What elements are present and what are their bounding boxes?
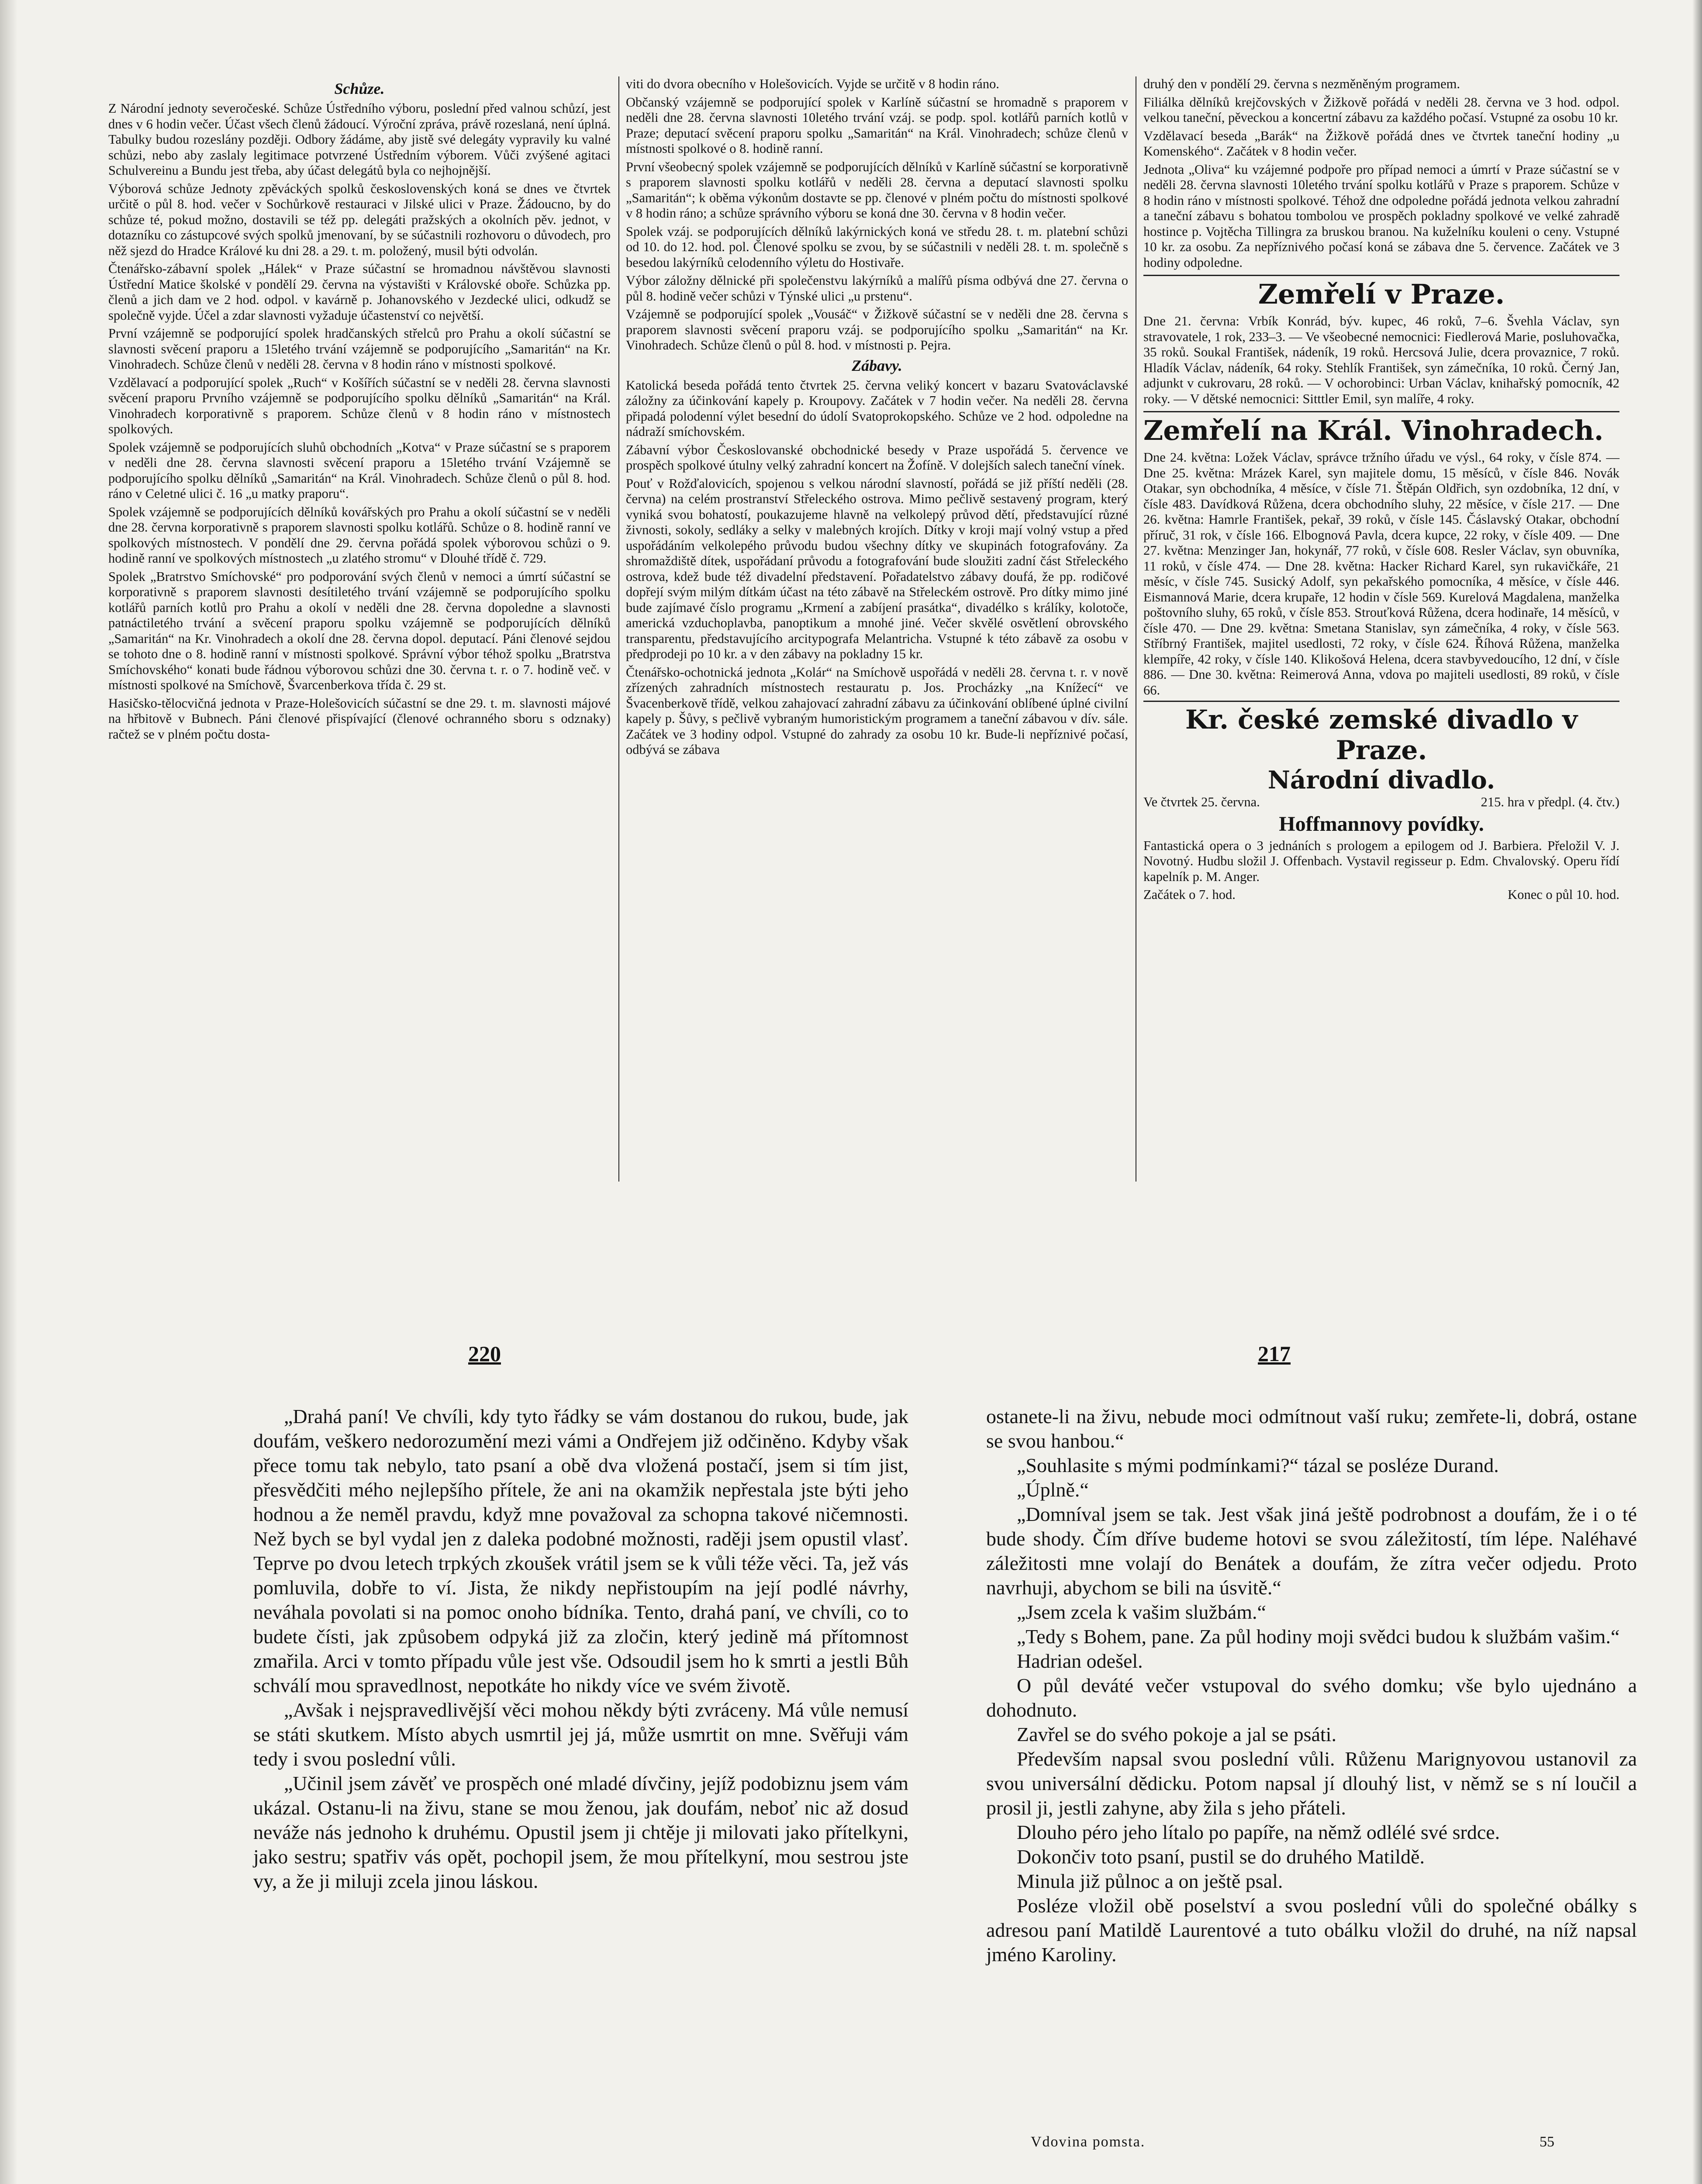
paragraph: viti do dvora obecního v Holešovicích. Vyjde se určitě v 8 hodin ráno. xyxy=(626,76,999,91)
paragraph: Spolek vzáj. se podporujících dělníků lakýrnických koná ve středu 28. t. m. platební schůzi od 10. do 12. hod. pol. Členové spolku se zvou, by se súčastnili v neděli 28. t. m. společně s besedou lakýrníků celodenního výletu do Hostivaře. xyxy=(626,224,1128,270)
paragraph: Hadrian odešel. xyxy=(1017,1650,1143,1672)
novel-left-paragraphs xyxy=(253,1404,908,1894)
paragraph: Spolek „Bratrstvo Smíchovské“ pro podporování svých členů v nemoci a úmrtí súčastní se korporativně s praporem slavnosti desítiletého trvání vzájemně se podporujícího spolku kotlářů parních kotlů pro Prahu a okolí v neděli dne 28. června dopoledne a slavnosti patnáctiletého trvání a svěcení praporu spolku vzájemně se podporujících dělníků „Samaritán“ na Kr. Vinohradech a okolí dne 28. června dopol. deputací. Páni členové sejdou se tohoto dne o 8. hodině ranní v místnosti spolkové. Správní výbor téhož spolku „Bratrstva Smíchovského“ konati bude řádnou výborovou schůzi dne 30. června t. r. o 7. hodině več. v místnosti spolkové na Smíchově, Švarcenberkova třída č. 29 st. xyxy=(108,569,611,692)
paragraph: Minula již půlnoc a on ještě psal. xyxy=(1017,1870,1283,1892)
theatre-performance: 215. hra v předpl. (4. čtv.) xyxy=(1481,795,1619,809)
paragraph: Především napsal svou poslední vůli. Růženu Marignyovou ustanovil za svou universální dědicku. Potom napsal jí dlouhý list, v němž se s ní loučil a prosil ji, jestli zahyne, aby žila s jeho přáteli. xyxy=(986,1748,1637,1819)
paragraph: O půl deváté večer vstupoval do svého domku; vše bylo ujednáno a dohodnuto. xyxy=(986,1674,1637,1721)
section-title-entertainment: Zábavy. xyxy=(852,356,902,374)
paragraph: „Učinil jsem závěť ve prospěch oné mladé dívčiny, jejíž podobiznu jsem vám ukázal. Ostanu-li na živu, stane se mou ženou, jak doufám, neboť nic až dosud neváže nás jednoho k druhému. Opustil jsem ji chtěje ji milovati jako přítelkyni, jako sestru; spatřiv vás opět, pochopil jsem, že mou přítelkyní, mou sestrou jste vy, a že ji miluji zcela jinou láskou. xyxy=(253,1772,908,1892)
deaths-vinohrady-text: Dne 24. května: Ložek Václav, správce tržního úřadu ve výsl., 64 roky, v čísle 874. — Dne 25. května: Mrázek Karel, syn majitele domu, 15 měsíců, v čísle 846. Novák Otakar, syn obchodníka, 4 měsíce, v čísle 71. Štěpán Oldřich, syn ozdobníka, 12 dní, v čísle 483. Davídková Růžena, dcera obchodního sluhy, 22 měsíce, v čísle 217. — Dne 26. května: Hamrle František, pekař, 39 roků, v čísle 145. Čáslavský Otakar, obchodní příruč, 31 rok, v čísle 166. Elbognová Pavla, dcera kupce, 22 roky, v čísle 409. — Dne 27. května: Menzinger Jan, hokynář, 77 roků, v čísle 608. Resler Václav, syn obuvníka, 11 roků, v čísle 474. — Dne 28. května: Hacker Richard Karel, syn rukavičkáře, 21 měsíc, v čísle 745. Susický Adolf, syn pekařského pomocníka, 4 měsíce, v čísle 446. Eismannová Marie, dcera krupaře, 12 hodin v čísle 569. Kurelová Magdalena, manželka poštovního sluhy, 65 roků, v čísle 853. Strouťková Růžena, dcera hodinaře, 14 měsíců, v čísle 470. — Dne 29. května: Smetana Stanislav, syn zámečníka, 4 roky, v čísle 563. Stříbrný František, majitel usedlosti, 72 roky, v čísle 624. Říhová Růžena, manželka klempíře, 42 roky, v čísle 140. Klikošová Helena, dcera stavbyvedoucího, 12 dní, v čísle 886. — Dne 30. května: Reimerová Anna, vdova po majiteli usedlosti, 89 roků, v čísle 66. xyxy=(1143,450,1619,698)
paragraph: Spolek vzájemně se podporujících sluhů obchodních „Kotva“ v Praze súčastní se s praporem v neděli dne 28. června slavnosti svěcení praporu a 15letého trvání Vzájemně se podporujícího spolku dělníků „Samaritán“ na Král. Vinohradech. Schůze členů o půl 8. hod. ráno v Celetné ulici č. 16 „u matky praporu“. xyxy=(108,439,611,501)
paragraph: Dlouho péro jeho lítalo po papíře, na němž odlélé své srdce. xyxy=(1017,1821,1500,1843)
paragraph: Spolek vzájemně se podporujících dělníků kovářských pro Prahu a okolí súčastní se v neděli dne 28. června korporativně s praporem slavnosti spolku kotlářů. Schůze o 8. hodině ranní ve spolkových místnostech. V pondělí dne 29. června pořádá spolek výborovou schůzi o 9. hodině ranní ve spolkových místnostech „u zlatého stromu“ v Dlouhé třídě č. 729. xyxy=(108,504,611,566)
paragraph: První vzájemně se podporující spolek hradčanských střelců pro Prahu a okolí súčastní se slavnosti svěcení praporu a 15letého trvání vzájemně se podporujícího „Samaritán“ na Kr. Vinohradech. Schůze členů v neděli 28. června v 8 hodin ráno v místnosti spolkové. xyxy=(108,326,611,372)
section-title-meetings: Schůze. xyxy=(334,80,385,97)
column-1 xyxy=(108,76,611,745)
paragraph: Zavřel se do svého pokoje a jal se psáti. xyxy=(1017,1723,1336,1745)
paragraph: Čtenářsko-ochotnická jednota „Kolár“ na Smíchově uspořádá v neděli 28. června t. r. v nově zřízených zahradních místnostech restauratu p. Jos. Procházky „na Knížecí“ ve Švacenberkově třídě, velkou zahajovací zahradní zábavu za účinkování oblíbené úplné civilní kapely p. Šůvy, s pečlivě vybraným humoristickým programem a taneční zábavou v dív. sále. Začátek ve 3 hodiny odpol. Vstupné do zahrady za osobu 10 kr. Bude-li nepříznivé počasí, odbývá se zábava xyxy=(626,664,1128,757)
column-2 xyxy=(626,76,1128,760)
paragraph: Čtenářsko-zábavní spolek „Hálek“ v Praze súčastní se hromadnou návštěvou slavnosti Ústřední Matice školské v pondělí 29. června na výstavišti v Královské oboře. Schůzka pp. členů a jich dam ve 2 hod. odpol. v kavárně p. Johanovského v Jezdecké ulici, odkudž se společně vyjde. Účel a zdar slavnosti vyžaduje účastenství co největší. xyxy=(108,261,611,323)
paragraph: Z Národní jednoty severočeské. Schůze Ústředního výboru, poslední před valnou schůzí, jest dnes v 6 hodin večer. Účast všech členů žádoucí. Výroční zpráva, právě rozeslaná, není úplná. Tabulky budou rozeslány později. Odbory žádáme, aby jistě své delegáty vypravily ku valné schůzi, nebo aby zaslaly legitimace potvrzené Ústředním výborem. Vůči zvýšené agitaci Schulvereinu a Bundu jest třeba, aby účast delegátů byla co nejhojnější. xyxy=(108,101,611,178)
page-number-right: 217 xyxy=(1258,1341,1291,1366)
theatre-title: Hoffmannovy povídky. xyxy=(1279,812,1484,836)
theatre-time-row xyxy=(1143,887,1619,903)
page-edge-right xyxy=(1692,0,1702,2184)
novel-footer-title: Vdovina pomsta. xyxy=(1031,2134,1146,2150)
theatre-description: Fantastická opera o 3 jednáních s prologem a epilogem od J. Barbiera. Přeložil V. J. Novotný. Hudbu složil J. Offenbach. Vystavil regisseur p. Edm. Chvalovský. Operu řídí kapelník p. M. Anger. xyxy=(1143,838,1619,884)
theatre-day: Ve čtvrtek 25. června. xyxy=(1143,795,1260,809)
paragraph: Jednota „Oliva“ ku vzájemné podpoře pro případ nemoci a úmrtí v Praze súčastní se v neděli 28. června slavnosti 10letého trvání spolku kotlářů v Praze s praporem. Schůze v 8 hodin ráno v místnosti spolkové. Téhož dne odpoledne pořádá jednota velkou zahradní a taneční zábavu s bohatou tombolou ve prospěch pokladny spolkové ve velké zahradě hostince p. Vojtěcha Tillingra za bruskou branou. Na kuželníku kouleni o ceny. Vstupné 10 kr. za osobu. Za nepříznivého počasí koná se zábava dne 5. července. Začátek ve 3 hodiny odpoledne. xyxy=(1143,162,1619,270)
paragraph: Výborová schůze Jednoty zpěváckých spolků československých koná se dnes ve čtvrtek určitě o půl 8. hod. večer v Sochůrkově restauraci v Jilské ulici v Praze. Žádoucno, by do schůze té, pokud možno, dostavili se též pp. delegáti pražských a okolních pěv. jednot, v dotazníku co zástupcové svých spolků jmenovaní, by se súčastnili rozhovoru o důvodech, pro něž sjezd do Hradce Králové ku dni 28. a 29. t. m. položený, musil býti odvolán. xyxy=(108,181,611,258)
paragraph: ostanete-li na živu, nebude moci odmítnout vaší ruku; zemřete-li, dobrá, ostane se svou hanbou.“ xyxy=(986,1405,1637,1452)
novel-footer-signature: 55 xyxy=(1540,2134,1554,2150)
theatre-date-row xyxy=(1143,795,1619,810)
newspaper-section xyxy=(108,76,1619,1195)
col3-paragraphs xyxy=(1143,76,1619,270)
novel-column-right xyxy=(986,1404,1637,1967)
paragraph: „Souhlasite s mými podmínkami?“ tázal se posléze Durand. xyxy=(1017,1454,1499,1476)
deaths-prague-heading: Zemřelí v Praze. xyxy=(1143,275,1619,310)
paragraph: Občanský vzájemně se podporující spolek v Karlíně súčastní se hromadně s praporem v neděli dne 28. června slavnosti 10letého trvání vzáj. se podp. spol. kotlářů parních kotlů v Praze; deputací svěcení praporu spolku „Samaritán“ na Král. Vinohradech; schůze členů v místnosti spolkové o 8. hodině ranní. xyxy=(626,94,1128,156)
paragraph: Dokončiv toto psaní, pustil se do druhého Matildě. xyxy=(1017,1845,1425,1868)
paragraph: „Avšak i nejspravedlivější věci mohou někdy býti zvráceny. Má vůle nemusí se státi skutkem. Místo abych usmrtil jej já, může usmrtit on mne. Svěřuji vám tedy i svou poslední vůli. xyxy=(253,1699,908,1770)
paragraph: Vzdělavací beseda „Barák“ na Žižkově pořádá dnes ve čtvrtek taneční hodiny „u Komenského“. Začátek v 8 hodin večer. xyxy=(1143,128,1619,159)
theatre-heading: Kr. české zemské divadlo v Praze. xyxy=(1143,701,1619,766)
paragraph: Vzájemně se podporující spolek „Vousáč“ v Žižkově súčastní se v neděli dne 28. června s praporem slavnosti svěcení praporu vzáj. se podporujícího spolku „Samaritán“ na Kr. Vinohradech. Schůze členů o půl 8. hod. v místnosti p. Pejra. xyxy=(626,307,1128,352)
paragraph: Výbor záložny dělnické při společenstvu lakýrníků a malířů písma odbývá dne 27. června o půl 8. hodině večer schůzi v Týnské ulici „u prstenu“. xyxy=(626,273,1128,304)
theatre-subheading: Národní divadlo. xyxy=(1267,766,1495,795)
paragraph: „Úplně.“ xyxy=(1017,1479,1089,1501)
col2-paragraphs-entertainment xyxy=(626,378,1128,758)
deaths-prague-text: Dne 21. června: Vrbík Konrád, býv. kupec, 46 roků, 7–6. Švehla Václav, syn stravovatele, 1 rok, 233–3. — Ve všeobecné nemocnici: Fiedlerová Marie, posluhovačka, 35 roků. Soukal František, nádeník, 19 roků. Hercsová Julie, dcera provaznice, 7 roků. Hladík Václav, nádeník, 64 roky. Stehlík František, syn zámečníka, 10 roků. Černý Jan, adjunkt v cukrovaru, 28 roků. — V ochorobinci: Urban Václav, knihařský pomocník, 42 roky. — V dětské nemocnici: Sitttler Emil, syn malíře, 4 roky. xyxy=(1143,314,1619,406)
paragraph: Katolická beseda pořádá tento čtvrtek 25. června veliký koncert v bazaru Svatováclavské záložny za účinkování kapely p. Kroupovy. Začátek v 7 hodin večer. Na neděli 28. června připadá polodenní výlet besední do údolí Svatoprokopského. Schůze ve 2 hod. odpoledne na nádraží smíchovském. xyxy=(626,377,1128,439)
col1-paragraphs xyxy=(108,101,611,742)
page-number-left: 220 xyxy=(468,1341,501,1366)
paragraph: Vzdělavací a podporující spolek „Ruch“ v Košířích súčastní se v neděli 28. června slavnosti svěcení praporu Prvního vzájemně se podporujícího spolku dělníků „Samaritán“ na Král. Vinohradech korporativně s praporem. Schůze členů v 8 hodin ráno v místnostech spolkových. xyxy=(108,375,611,436)
paragraph: Hasičsko-tělocvičná jednota v Praze-Holešovicích súčastní se dne 29. t. m. slavnosti májové na hřbitově v Bubnech. Páni členové přispívající (členové ochranného sboru s odznaky) račtež se v plném počtu dosta- xyxy=(108,695,611,742)
col2-paragraphs xyxy=(626,76,1128,353)
theatre-end: Konec o půl 10. hod. xyxy=(1508,887,1619,902)
paragraph: „Jsem zcela k vašim službám.“ xyxy=(1017,1601,1266,1623)
column-3 xyxy=(1143,76,1619,903)
paragraph: Zábavní výbor Českoslovanské obchodnické besedy v Praze uspořádá 5. července ve prospěch spolkové útulny velký zahradní koncert na Žofíně. V dolejších salech taneční vínek. xyxy=(626,442,1128,473)
paragraph: „Tedy s Bohem, pane. Za půl hodiny moji svědci budou k službám vašim.“ xyxy=(1017,1625,1620,1648)
paragraph: Pouť v Rožďalovicích, spojenou s velkou národní slavností, pořádá se již příští neděli (28. června) na celém prostranství Střeleckého ostrova. Mimo pečlivě sestavený program, který vyniká svou bohatostí, poukazujeme hlavně na velkolepý průvod dětí, představující různé živnosti, sokoly, sedláky a selky v malebných krojích. Dítky v kroji mají volný vstup a před uspořádáním velkolepého průvodu budou všechny dítky ve skupinách fotografovány. Za shromaždiště dítek, uspořádaní průvodu a fotografování bude sloužiti zadní část Střeleckého ostrova, kdež bude též divadelní představení. Pořadatelstvo zábavy doufá, že pp. rodičové dopřejí svým milým dítkám účast na této zábavě na Střeleckém ostrově. Pro dítky mimo jiné bude zajímavé číslo programu „Krmení a zabíjení prasátka“, divadélko s králíky, kolotoče, americká vzduchoplavba, panoptikum a mnohé jiné. Večer skvělé osvětlení obrovského transparentu, představujícího arcitypografa Melantricha. Vstupné k této zábavě za osobu v předprodeji po 10 kr. a v den zábavy na pokladny 15 kr. xyxy=(626,476,1128,661)
novel-right-paragraphs xyxy=(986,1404,1637,1967)
deaths-vinohrady-heading: Zemřelí na Král. Vinohradech. xyxy=(1143,411,1619,446)
theatre-start: Začátek o 7. hod. xyxy=(1143,887,1236,902)
paragraph: První všeobecný spolek vzájemně se podporujících dělníků v Karlíně súčastní se korporativně s praporem slavnosti spolku kotlářů v neděli 28. června a deputací slavnosti spolku „Samaritán“; k oběma výkonům dostavte se pp. členové v plném počtu do místnosti spolkové v 8 hodin ráno; a schůze správního výboru se koná dne 30. června v 8 hodin večer. xyxy=(626,159,1128,221)
novel-column-left xyxy=(253,1404,908,1894)
page-edge-left xyxy=(0,0,17,2184)
paragraph: „Domníval jsem se tak. Jest však jiná ještě podrobnost a doufám, že i o té bude shody. Čím dříve budeme hotovi se svou záležitostí, tím lépe. Naléhavé záležitosti mne volají do Benátek a doufám, že zítra večer odjedu. Proto navrhuji, abychom se bili na úsvitě.“ xyxy=(986,1503,1637,1599)
column-rule xyxy=(618,76,619,1182)
paragraph: druhý den v pondělí 29. června s nezměněným programem. xyxy=(1143,76,1460,91)
paragraph: Filiálka dělníků krejčovských v Žižkově pořádá v neděli 28. června ve 3 hod. odpol. velkou taneční, pěveckou a koncertní zábavu za každého počasí. Vstupné za osobu 10 kr. xyxy=(1143,94,1619,125)
paragraph: Posléze vložil obě poselství a svou poslední vůli do společné obálky s adresou paní Matildě Laurentové a tuto obálku vložil do druhé, na níž napsal jméno Karoliny. xyxy=(986,1894,1637,1966)
paragraph: „Drahá paní! Ve chvíli, kdy tyto řádky se vám dostanou do rukou, bude, jak doufám, veškero nedorozumění mezi vámi a Ondřejem již odčiněno. Kdyby však přece tomu tak nebylo, tato psaní a obě dva vložená postačí, jsem si tím jist, přesvědčiti mého nejlepšího přítele, že ani na okamžik nepřestala jste býti jeho hodnou a že neměl pravdu, když mne považoval za schopna takové ničemnosti. Než bych se byl vydal jen z daleka podobné možnosti, raději jsem opustil vlasť. Teprve po dvou letech trpkých zkoušek vrátil jsem se k vůli téže věci. Ta, jež vás pomluvila, dobře to ví. Jista, že nikdy nepřistoupím na její podlé návrhy, neváhala povolati si na pomoc onoho bídníka. Tento, drahá paní, ve chvíli, co to budete čísti, jak způsobem odpyká již za zločin, který jedině má přítomnost zmařila. Arci v tomto případu vůle jest vše. Odsoudil jsem ho k smrti a jestli Bůh schválí mou spravedlnost, nepotkáte ho nikdy více ve svém životě. xyxy=(253,1405,908,1697)
